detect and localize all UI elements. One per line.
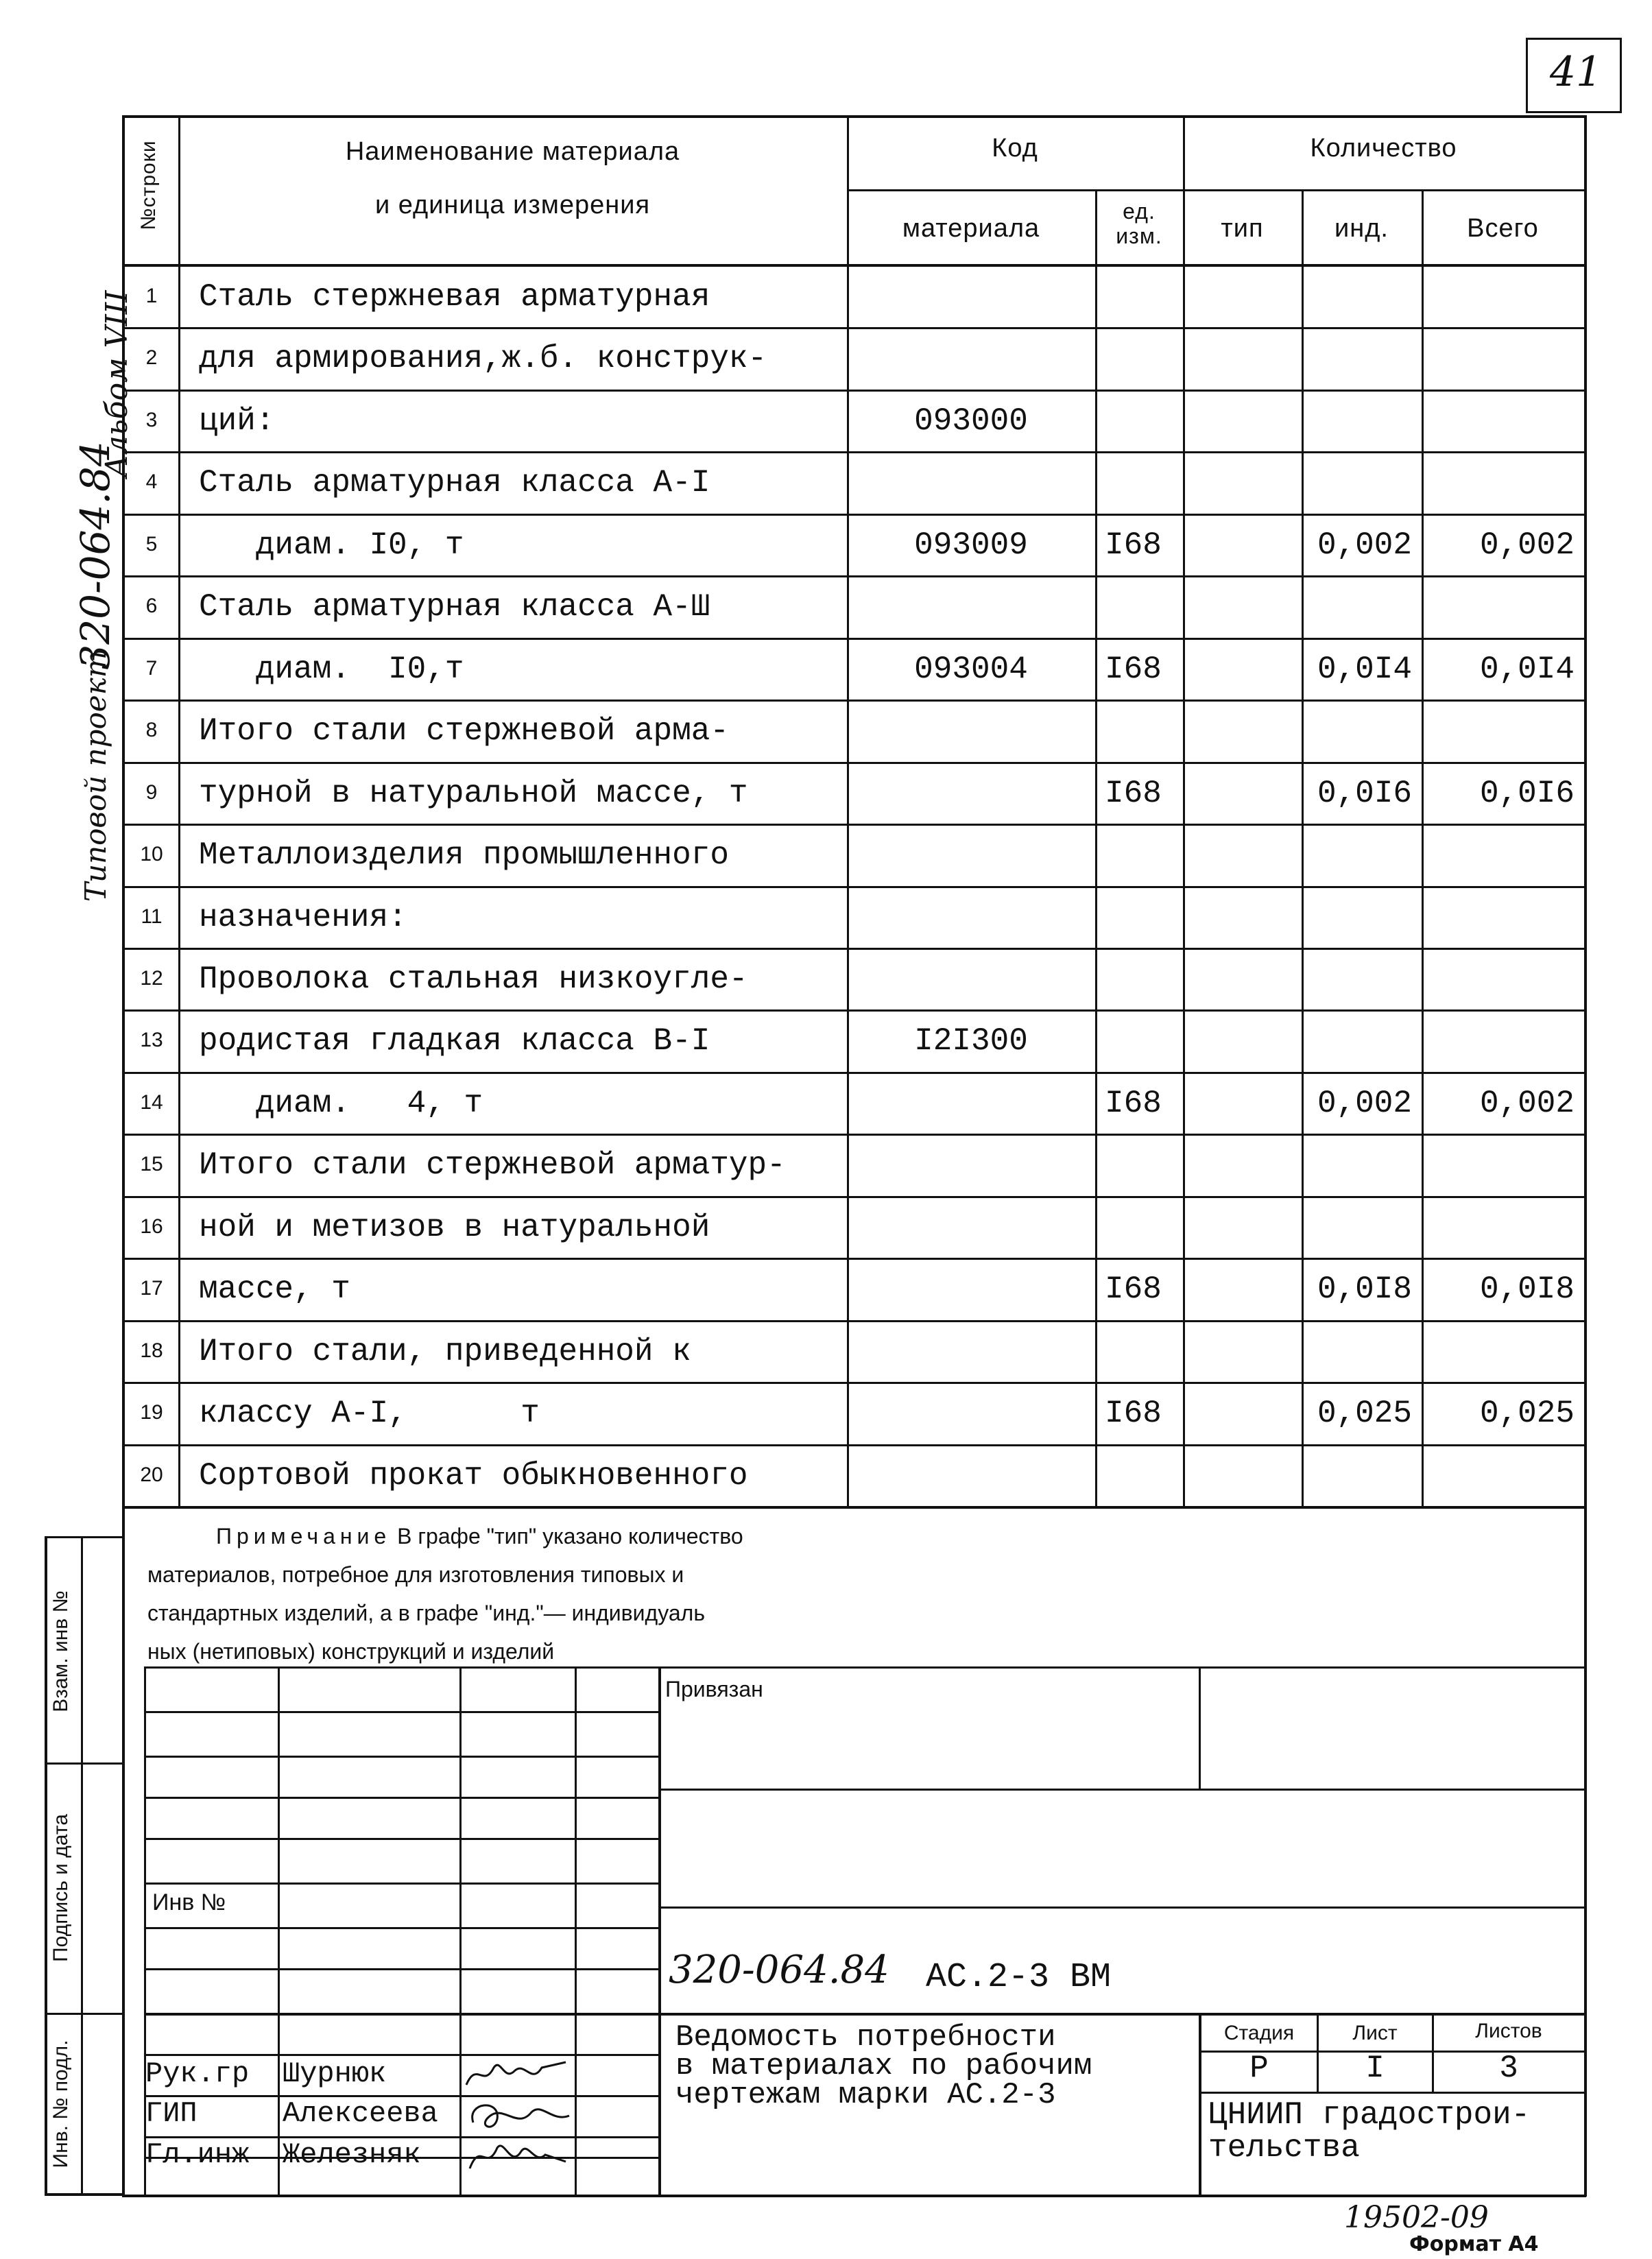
- row-number: 8: [145, 719, 158, 741]
- note: [147, 1517, 1039, 1671]
- doc-title-line3: чертежам марки АС.2-3: [675, 2078, 1056, 2112]
- row-number: 9: [145, 781, 158, 804]
- qty-ind: 0,025: [1317, 1396, 1412, 1431]
- row-number: 7: [145, 657, 158, 680]
- stamp-replace-inv: Взам. инв №: [49, 1590, 72, 1712]
- row-number: 17: [140, 1277, 163, 1300]
- row-number: 5: [145, 533, 158, 555]
- sheets-value: 3: [1499, 2051, 1518, 2086]
- material-name: турной в натуральной массе, т: [199, 776, 748, 811]
- qty-total: 0,0I4: [1479, 652, 1575, 687]
- inv-label: Инв №: [152, 1889, 226, 1915]
- qty-total: 0,0I8: [1479, 1271, 1575, 1307]
- material-name: Металлоизделия промышленного: [199, 837, 729, 873]
- format-label: Формат А4: [1409, 2232, 1539, 2256]
- row-number: 12: [140, 967, 163, 990]
- page-number: 41: [1549, 48, 1603, 96]
- material-name: диам. 4, т: [199, 1086, 483, 1121]
- signatory-role-3: Гл.инж: [145, 2138, 250, 2171]
- row-number: 1: [145, 285, 158, 307]
- qty-ind: 0,0I6: [1317, 776, 1412, 811]
- material-name: Сталь арматурная класса А-I: [199, 465, 710, 501]
- material-name: классу А-I, т: [199, 1396, 540, 1431]
- stage-label: Стадия: [1223, 2022, 1295, 2044]
- row-number: 10: [140, 843, 163, 865]
- row-number: 4: [145, 470, 158, 493]
- row-number: 2: [145, 346, 158, 369]
- qty-total: 0,002: [1479, 1086, 1575, 1121]
- material-code: I2I300: [914, 1023, 1028, 1059]
- material-name: Сталь стержневая арматурная: [199, 279, 710, 315]
- qty-total: 0,025: [1479, 1396, 1575, 1431]
- material-name: Сталь арматурная класса А-Ш: [199, 589, 710, 625]
- header-code-unit: ед. изм.: [1116, 199, 1162, 248]
- organization-line2: тельства: [1208, 2130, 1360, 2166]
- header-name-line2: и единица измерения: [374, 191, 651, 219]
- header-qty-type: тип: [1221, 214, 1264, 243]
- sheet-value: I: [1365, 2051, 1385, 2086]
- row-number: 11: [141, 905, 163, 928]
- material-name: родистая гладкая класса В-I: [199, 1023, 710, 1059]
- row-number: 3: [145, 409, 158, 431]
- qty-ind: 0,002: [1317, 1086, 1412, 1121]
- margin-project-type: Типовой проект: [79, 650, 112, 902]
- sheets-label: Листов: [1475, 2020, 1542, 2042]
- unit-code: I68: [1105, 776, 1162, 811]
- bound-label: Привязан: [665, 1677, 763, 1701]
- row-number: 6: [145, 595, 158, 617]
- material-name: Итого стали стержневой арматур-: [199, 1147, 786, 1183]
- material-name: Итого стали стержневой арма-: [199, 713, 729, 749]
- material-name: диам. I0, т: [199, 527, 464, 563]
- qty-total: 0,002: [1479, 527, 1575, 563]
- note-line1: В графе "тип" указано количество: [397, 1524, 743, 1549]
- signatory-name-3: Железняк: [283, 2138, 421, 2171]
- organization: [1208, 2099, 1530, 2164]
- signatory-role-2: ГИП: [145, 2097, 197, 2130]
- header-code: Код: [992, 134, 1038, 163]
- signatory-role-1: Рук.гр: [145, 2057, 250, 2090]
- material-name: диам. I0,т: [199, 652, 464, 687]
- stamp-signature-date: Подпись и дата: [49, 1814, 72, 1962]
- doc-title-line1: Ведомость потребности: [675, 2020, 1056, 2055]
- header-qty-ind: инд.: [1334, 214, 1389, 243]
- qty-ind: 0,0I8: [1317, 1271, 1412, 1307]
- doc-code-handwritten: 320-064.84: [669, 1948, 889, 1992]
- unit-code: I68: [1105, 1086, 1162, 1121]
- margin-project-code: 320-064.84: [72, 441, 119, 670]
- doc-code: АС.2-3 ВМ: [926, 1958, 1112, 1997]
- material-code: 093000: [914, 403, 1028, 439]
- unit-code: I68: [1105, 1396, 1162, 1431]
- organization-line1: ЦНИИП градострои-: [1208, 2097, 1531, 2133]
- registration-number: 19502-09: [1344, 2200, 1489, 2235]
- qty-total: 0,0I6: [1479, 776, 1575, 811]
- header-qty-total: Всего: [1467, 214, 1539, 243]
- doc-title-line2: в материалах по рабочим: [675, 2049, 1092, 2083]
- sheet-label: Лист: [1352, 2022, 1398, 2044]
- row-number: 15: [140, 1153, 163, 1175]
- note-title: Примечание: [216, 1524, 392, 1549]
- header-row-no: №строки: [137, 140, 160, 230]
- row-number: 14: [140, 1091, 163, 1114]
- qty-ind: 0,002: [1317, 527, 1412, 563]
- material-name: для армирования,ж.б. конструк-: [199, 341, 767, 376]
- material-name: назначения:: [199, 900, 407, 935]
- header-code-material: материала: [902, 214, 1040, 243]
- note-line2: материалов, потребное для изготовления типовых и: [147, 1562, 684, 1587]
- material-name: ной и метизов в натуральной: [199, 1210, 710, 1245]
- unit-code: I68: [1105, 527, 1162, 563]
- header-name-line1: Наименование материала: [345, 137, 680, 166]
- row-number: 19: [140, 1401, 163, 1424]
- material-code: 093009: [914, 527, 1028, 563]
- stage-value: Р: [1249, 2051, 1269, 2086]
- signature-2: [463, 2095, 573, 2135]
- signatory-name-1: Шурнюк: [283, 2057, 387, 2090]
- unit-code: I68: [1105, 652, 1162, 687]
- row-number: 18: [140, 1339, 163, 1362]
- note-line4: ных (нетиповых) конструкций и изделий: [147, 1639, 555, 1664]
- row-number: 20: [140, 1463, 163, 1486]
- margin-album: Альбом VIII: [99, 290, 134, 478]
- header-qty: Количество: [1310, 134, 1457, 163]
- row-number: 16: [140, 1215, 163, 1238]
- qty-ind: 0,0I4: [1317, 652, 1412, 687]
- row-number: 13: [140, 1029, 163, 1051]
- signatory-name-2: Алексеева: [283, 2097, 438, 2130]
- note-line3: стандартных изделий, а в графе "инд."— индивидуаль: [147, 1601, 705, 1625]
- material-name: массе, т: [199, 1271, 350, 1307]
- material-code: 093004: [914, 652, 1028, 687]
- material-name: Сортовой прокат обыкновенного: [199, 1458, 748, 1494]
- unit-code: I68: [1105, 1271, 1162, 1307]
- stamp-original-inv: Инв. № подл.: [49, 2040, 72, 2168]
- material-name: Проволока стальная низкоугле-: [199, 961, 748, 997]
- material-name: ций:: [199, 403, 275, 439]
- signature-1: [463, 2054, 573, 2094]
- material-name: Итого стали, приведенной к: [199, 1334, 691, 1370]
- signature-3: [463, 2134, 573, 2174]
- doc-title: [675, 2020, 1092, 2112]
